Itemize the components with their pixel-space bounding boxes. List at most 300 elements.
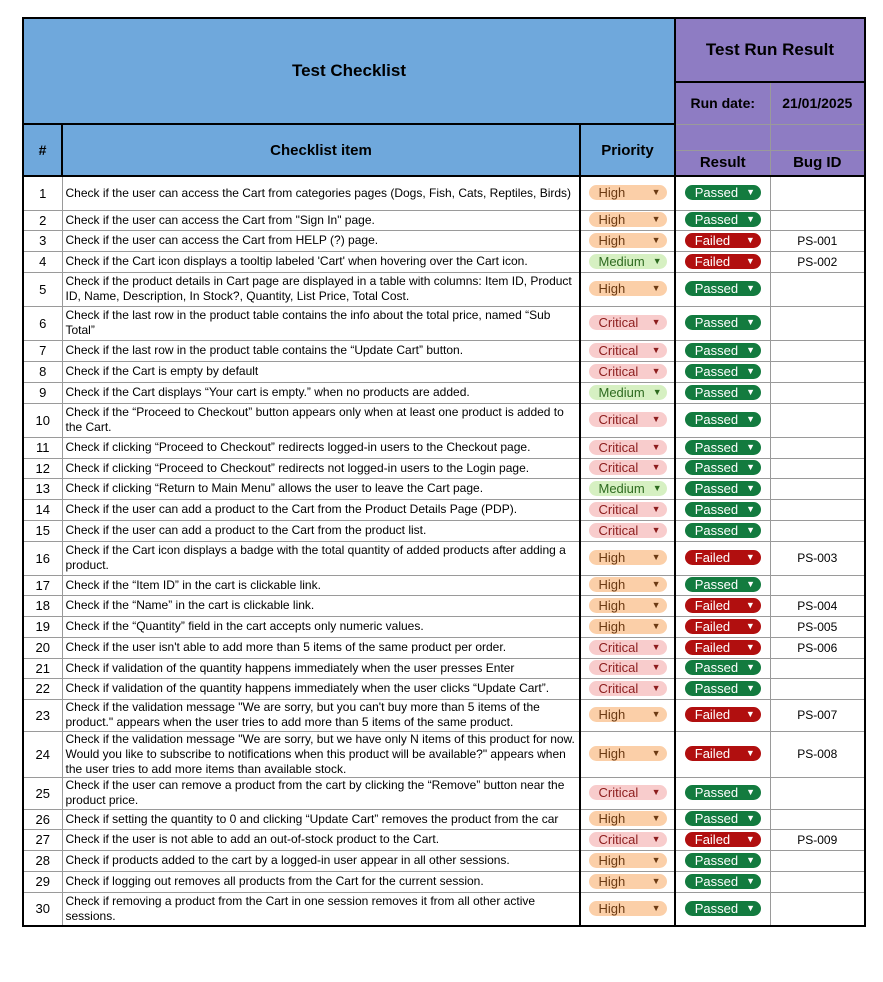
priority-value: High bbox=[598, 232, 626, 248]
priority-value: High bbox=[598, 746, 626, 761]
priority-cell bbox=[580, 829, 675, 850]
result-value: Failed bbox=[694, 831, 731, 847]
priority-cell bbox=[580, 699, 675, 731]
checklist-item-text: Check if the “Proceed to Checkout” button appears only when at least one product is added to the Cart. bbox=[62, 403, 580, 437]
row-number: 4 bbox=[23, 251, 62, 272]
result-dropdown[interactable] bbox=[685, 460, 761, 475]
result-dropdown[interactable] bbox=[685, 212, 761, 227]
table-row bbox=[23, 176, 865, 210]
checklist-item-text: Check if the Cart icon displays a badge with the total quantity of added products after adding a product. bbox=[62, 541, 580, 575]
priority-dropdown[interactable] bbox=[589, 233, 667, 248]
priority-cell bbox=[580, 777, 675, 809]
bug-id bbox=[770, 306, 865, 340]
table-row bbox=[23, 520, 865, 541]
checklist-item-text: Check if the user can add a product to the Cart from the Product Details Page (PDP). bbox=[62, 499, 580, 520]
priority-dropdown[interactable] bbox=[589, 185, 667, 200]
row-number: 27 bbox=[23, 829, 62, 850]
result-dropdown[interactable] bbox=[685, 440, 761, 455]
priority-cell bbox=[580, 230, 675, 251]
result-value: Passed bbox=[694, 900, 739, 916]
dropdown-arrow-icon: ▼ bbox=[651, 902, 661, 913]
bug-id bbox=[770, 176, 865, 210]
priority-value: Critical bbox=[598, 831, 639, 847]
row-number: 18 bbox=[23, 595, 62, 616]
checklist-item-text: Check if the validation message "We are sorry, but we have only N items of this product for now. Would you like to subscribe to notifications when this product will be available?" appears when the user tries to add more items than available stock. bbox=[62, 731, 580, 777]
bug-id bbox=[770, 871, 865, 892]
priority-value: High bbox=[598, 852, 626, 868]
dropdown-arrow-icon: ▼ bbox=[651, 682, 661, 693]
result-cell bbox=[675, 499, 770, 520]
row-number: 28 bbox=[23, 850, 62, 871]
row-number: 20 bbox=[23, 637, 62, 658]
priority-dropdown[interactable] bbox=[589, 832, 667, 847]
result-value: Passed bbox=[694, 412, 739, 427]
priority-cell bbox=[580, 403, 675, 437]
table-row bbox=[23, 678, 865, 699]
row-number: 16 bbox=[23, 541, 62, 575]
priority-dropdown[interactable] bbox=[589, 874, 667, 889]
dropdown-arrow-icon: ▼ bbox=[746, 365, 756, 376]
priority-value: High bbox=[598, 597, 626, 613]
priority-value: Critical bbox=[598, 785, 639, 800]
result-cell bbox=[675, 678, 770, 699]
priority-dropdown[interactable] bbox=[589, 746, 667, 761]
checklist-item-text: Check if clicking “Proceed to Checkout” redirects not logged-in users to the Login page. bbox=[62, 458, 580, 478]
priority-value: High bbox=[598, 873, 626, 889]
bug-id bbox=[770, 361, 865, 382]
checklist-item-text: Check if the validation message "We are sorry, but you can't buy more than 5 items of the product." appears when the user tries to add more than 5 items of the same product. bbox=[62, 699, 580, 731]
row-number: 7 bbox=[23, 340, 62, 361]
priority-dropdown[interactable] bbox=[589, 681, 667, 696]
result-cell bbox=[675, 340, 770, 361]
checklist-item-text: Check if validation of the quantity happens immediately when the user presses Enter bbox=[62, 658, 580, 678]
row-number: 30 bbox=[23, 892, 62, 926]
priority-value: High bbox=[598, 550, 626, 565]
result-value: Passed bbox=[694, 785, 739, 800]
checklist-title: Test Checklist bbox=[23, 18, 675, 124]
priority-value: Critical bbox=[598, 342, 639, 358]
checklist-item-text: Check if the “Name” in the cart is clickable link. bbox=[62, 595, 580, 616]
col-header-item: Checklist item bbox=[62, 124, 580, 176]
table-row bbox=[23, 478, 865, 499]
priority-dropdown[interactable] bbox=[589, 853, 667, 868]
result-value: Failed bbox=[694, 232, 731, 248]
row-number: 10 bbox=[23, 403, 62, 437]
row-number: 1 bbox=[23, 176, 62, 210]
result-dropdown[interactable] bbox=[685, 523, 761, 538]
priority-dropdown[interactable] bbox=[589, 550, 667, 565]
table-row bbox=[23, 829, 865, 850]
checklist-item-text: Check if the user can remove a product from the cart by clicking the “Remove” button near the product price. bbox=[62, 777, 580, 809]
result-dropdown[interactable] bbox=[685, 481, 761, 496]
bug-id bbox=[770, 340, 865, 361]
result-dropdown[interactable] bbox=[685, 746, 761, 761]
bug-id bbox=[770, 437, 865, 458]
row-number: 8 bbox=[23, 361, 62, 382]
row-number: 19 bbox=[23, 616, 62, 637]
col-header-result: Result bbox=[675, 150, 770, 176]
result-dropdown[interactable] bbox=[685, 598, 761, 613]
result-value: Passed bbox=[694, 811, 739, 826]
row-number: 17 bbox=[23, 575, 62, 595]
dropdown-arrow-icon: ▼ bbox=[746, 462, 756, 472]
result-value: Passed bbox=[694, 680, 739, 696]
priority-value: Critical bbox=[598, 639, 639, 655]
dropdown-arrow-icon: ▼ bbox=[651, 503, 661, 514]
result-dropdown[interactable] bbox=[685, 901, 761, 916]
priority-value: Critical bbox=[598, 363, 639, 379]
priority-value: Critical bbox=[598, 660, 639, 675]
result-dropdown[interactable] bbox=[685, 619, 761, 634]
priority-value: Critical bbox=[598, 680, 639, 696]
priority-value: High bbox=[598, 811, 626, 826]
table-row bbox=[23, 777, 865, 809]
dropdown-arrow-icon: ▼ bbox=[651, 283, 661, 293]
priority-cell bbox=[580, 210, 675, 230]
priority-dropdown[interactable] bbox=[589, 364, 667, 379]
checklist-item-text: Check if clicking “Return to Main Menu” allows the user to leave the Cart page. bbox=[62, 478, 580, 499]
dropdown-arrow-icon: ▼ bbox=[745, 620, 755, 631]
priority-dropdown[interactable] bbox=[589, 481, 667, 496]
checklist-item-text: Check if the user can access the Cart from HELP (?) page. bbox=[62, 230, 580, 251]
dropdown-arrow-icon: ▼ bbox=[651, 344, 661, 355]
dropdown-arrow-icon: ▼ bbox=[746, 524, 756, 535]
priority-dropdown[interactable] bbox=[589, 385, 667, 400]
priority-dropdown[interactable] bbox=[589, 660, 667, 675]
priority-cell bbox=[580, 176, 675, 210]
priority-dropdown[interactable] bbox=[589, 811, 667, 826]
table-row bbox=[23, 731, 865, 777]
priority-value: High bbox=[598, 900, 626, 916]
dropdown-arrow-icon: ▼ bbox=[746, 482, 756, 493]
result-value: Passed bbox=[694, 315, 739, 330]
priority-dropdown[interactable] bbox=[589, 254, 667, 269]
priority-dropdown[interactable] bbox=[589, 598, 667, 613]
dropdown-arrow-icon: ▼ bbox=[651, 552, 661, 562]
table-row bbox=[23, 616, 865, 637]
row-number: 15 bbox=[23, 520, 62, 541]
bug-id: PS-007 bbox=[770, 699, 865, 731]
dropdown-arrow-icon: ▼ bbox=[745, 552, 755, 562]
bug-id bbox=[770, 478, 865, 499]
bug-id bbox=[770, 575, 865, 595]
priority-cell bbox=[580, 595, 675, 616]
row-number: 11 bbox=[23, 437, 62, 458]
dropdown-arrow-icon: ▼ bbox=[651, 875, 661, 886]
row-number: 6 bbox=[23, 306, 62, 340]
priority-value: High bbox=[598, 212, 626, 227]
dropdown-arrow-icon: ▼ bbox=[746, 344, 756, 355]
dropdown-arrow-icon: ▼ bbox=[651, 579, 661, 589]
result-dropdown[interactable] bbox=[685, 550, 761, 565]
result-value: Failed bbox=[694, 253, 731, 269]
result-value: Failed bbox=[694, 618, 731, 634]
priority-value: Critical bbox=[598, 439, 639, 455]
result-cell bbox=[675, 658, 770, 678]
bug-id: PS-003 bbox=[770, 541, 865, 575]
checklist-item-text: Check if the user can access the Cart from "Sign In" page. bbox=[62, 210, 580, 230]
bug-id: PS-004 bbox=[770, 595, 865, 616]
checklist-item-text: Check if the “Item ID” in the cart is clickable link. bbox=[62, 575, 580, 595]
table-row bbox=[23, 306, 865, 340]
result-value: Passed bbox=[694, 384, 739, 400]
result-cell bbox=[675, 595, 770, 616]
table-row bbox=[23, 809, 865, 829]
result-value: Passed bbox=[694, 460, 739, 475]
table-row bbox=[23, 251, 865, 272]
bug-id: PS-005 bbox=[770, 616, 865, 637]
table-row bbox=[23, 403, 865, 437]
table-row bbox=[23, 458, 865, 478]
table-row bbox=[23, 340, 865, 361]
row-number: 22 bbox=[23, 678, 62, 699]
priority-dropdown[interactable] bbox=[589, 901, 667, 916]
result-value: Passed bbox=[694, 522, 739, 538]
priority-value: High bbox=[598, 577, 626, 592]
dropdown-arrow-icon: ▼ bbox=[651, 524, 661, 535]
priority-cell bbox=[580, 251, 675, 272]
dropdown-arrow-icon: ▼ bbox=[651, 813, 661, 823]
dropdown-arrow-icon: ▼ bbox=[745, 709, 755, 719]
result-value: Failed bbox=[694, 707, 731, 722]
dropdown-arrow-icon: ▼ bbox=[746, 317, 756, 327]
result-dropdown[interactable] bbox=[685, 681, 761, 696]
result-dropdown[interactable] bbox=[685, 315, 761, 330]
dropdown-arrow-icon: ▼ bbox=[746, 414, 756, 424]
col-header-bug-id: Bug ID bbox=[770, 150, 865, 176]
result-cell bbox=[675, 403, 770, 437]
bug-id bbox=[770, 272, 865, 306]
table-row bbox=[23, 699, 865, 731]
result-value: Passed bbox=[694, 363, 739, 379]
dropdown-arrow-icon: ▼ bbox=[651, 662, 661, 672]
result-cell bbox=[675, 230, 770, 251]
priority-dropdown[interactable] bbox=[589, 619, 667, 634]
dropdown-arrow-icon: ▼ bbox=[651, 214, 661, 224]
result-dropdown[interactable] bbox=[685, 185, 761, 200]
result-cell bbox=[675, 871, 770, 892]
result-dropdown[interactable] bbox=[685, 853, 761, 868]
row-number: 5 bbox=[23, 272, 62, 306]
result-dropdown[interactable] bbox=[685, 343, 761, 358]
priority-value: High bbox=[598, 281, 626, 296]
checklist-item-text: Check if removing a product from the Cart in one session removes it from all other active sessions. bbox=[62, 892, 580, 926]
checklist-item-text: Check if the user isn't able to add more than 5 items of the same product per order. bbox=[62, 637, 580, 658]
priority-value: Critical bbox=[598, 501, 639, 517]
result-dropdown[interactable] bbox=[685, 577, 761, 592]
result-cell bbox=[675, 458, 770, 478]
result-dropdown[interactable] bbox=[685, 281, 761, 296]
result-value: Passed bbox=[694, 480, 739, 496]
result-dropdown[interactable] bbox=[685, 364, 761, 379]
table-row bbox=[23, 595, 865, 616]
row-number: 9 bbox=[23, 382, 62, 403]
result-cell bbox=[675, 361, 770, 382]
priority-cell bbox=[580, 658, 675, 678]
priority-dropdown[interactable] bbox=[589, 460, 667, 475]
checklist-item-text: Check if the user can add a product to the Cart from the product list. bbox=[62, 520, 580, 541]
result-cell bbox=[675, 520, 770, 541]
priority-cell bbox=[580, 541, 675, 575]
result-dropdown[interactable] bbox=[685, 640, 761, 655]
priority-cell bbox=[580, 731, 675, 777]
result-cell bbox=[675, 637, 770, 658]
priority-cell bbox=[580, 809, 675, 829]
priority-cell bbox=[580, 437, 675, 458]
bug-id bbox=[770, 777, 865, 809]
result-cell bbox=[675, 850, 770, 871]
priority-dropdown[interactable] bbox=[589, 281, 667, 296]
dropdown-arrow-icon: ▼ bbox=[745, 641, 755, 652]
result-value: Passed bbox=[694, 185, 739, 201]
table-row bbox=[23, 575, 865, 595]
dropdown-arrow-icon: ▼ bbox=[746, 579, 756, 589]
result-cell bbox=[675, 777, 770, 809]
dropdown-arrow-icon: ▼ bbox=[651, 748, 661, 758]
checklist-item-text: Check if the Cart icon displays a tooltip labeled 'Cart' when hovering over the Cart icon. bbox=[62, 251, 580, 272]
dropdown-arrow-icon: ▼ bbox=[746, 214, 756, 224]
result-cell bbox=[675, 616, 770, 637]
row-number: 3 bbox=[23, 230, 62, 251]
row-number: 14 bbox=[23, 499, 62, 520]
priority-dropdown[interactable] bbox=[589, 212, 667, 227]
bug-id: PS-009 bbox=[770, 829, 865, 850]
table-row bbox=[23, 637, 865, 658]
dropdown-arrow-icon: ▼ bbox=[652, 255, 662, 266]
result-value: Failed bbox=[694, 597, 731, 613]
dropdown-arrow-icon: ▼ bbox=[651, 620, 661, 631]
result-cell bbox=[675, 731, 770, 777]
priority-cell bbox=[580, 340, 675, 361]
row-number: 29 bbox=[23, 871, 62, 892]
result-value: Failed bbox=[694, 550, 731, 565]
checklist-item-text: Check if the Cart displays “Your cart is empty.” when no products are added. bbox=[62, 382, 580, 403]
dropdown-arrow-icon: ▼ bbox=[745, 234, 755, 245]
dropdown-arrow-icon: ▼ bbox=[746, 441, 756, 452]
result-value: Passed bbox=[694, 873, 739, 889]
priority-cell bbox=[580, 272, 675, 306]
result-dropdown[interactable] bbox=[685, 254, 761, 269]
priority-dropdown[interactable] bbox=[589, 785, 667, 800]
priority-dropdown[interactable] bbox=[589, 707, 667, 722]
checklist-item-text: Check if setting the quantity to 0 and clicking “Update Cart” removes the product from the car bbox=[62, 809, 580, 829]
priority-dropdown[interactable] bbox=[589, 577, 667, 592]
bug-id: PS-002 bbox=[770, 251, 865, 272]
priority-cell bbox=[580, 616, 675, 637]
bug-id bbox=[770, 520, 865, 541]
dropdown-arrow-icon: ▼ bbox=[746, 813, 756, 823]
result-dropdown[interactable] bbox=[685, 785, 761, 800]
priority-cell bbox=[580, 382, 675, 403]
dropdown-arrow-icon: ▼ bbox=[746, 187, 756, 198]
result-dropdown[interactable] bbox=[685, 707, 761, 722]
bug-id: PS-001 bbox=[770, 230, 865, 251]
priority-dropdown[interactable] bbox=[589, 640, 667, 655]
priority-dropdown[interactable] bbox=[589, 343, 667, 358]
dropdown-arrow-icon: ▼ bbox=[651, 317, 661, 327]
priority-cell bbox=[580, 361, 675, 382]
test-checklist-table bbox=[22, 17, 866, 927]
priority-cell bbox=[580, 637, 675, 658]
dropdown-arrow-icon: ▼ bbox=[745, 833, 755, 844]
result-dropdown[interactable] bbox=[685, 385, 761, 400]
table-row bbox=[23, 230, 865, 251]
result-dropdown[interactable] bbox=[685, 502, 761, 517]
dropdown-arrow-icon: ▼ bbox=[651, 787, 661, 797]
table-row bbox=[23, 658, 865, 678]
dropdown-arrow-icon: ▼ bbox=[746, 902, 756, 913]
result-cell bbox=[675, 176, 770, 210]
result-dropdown[interactable] bbox=[685, 660, 761, 675]
priority-cell bbox=[580, 850, 675, 871]
result-cell bbox=[675, 478, 770, 499]
dropdown-arrow-icon: ▼ bbox=[651, 599, 661, 610]
dropdown-arrow-icon: ▼ bbox=[652, 386, 662, 397]
priority-cell bbox=[580, 306, 675, 340]
bug-id bbox=[770, 458, 865, 478]
priority-value: High bbox=[598, 707, 626, 722]
priority-value: Critical bbox=[598, 315, 639, 330]
priority-value: Critical bbox=[598, 412, 639, 427]
priority-dropdown[interactable] bbox=[589, 315, 667, 330]
result-cell bbox=[675, 382, 770, 403]
priority-value: Medium bbox=[598, 480, 645, 496]
priority-cell bbox=[580, 520, 675, 541]
dropdown-arrow-icon: ▼ bbox=[651, 854, 661, 865]
dropdown-arrow-icon: ▼ bbox=[746, 283, 756, 293]
priority-dropdown[interactable] bbox=[589, 523, 667, 538]
result-cell bbox=[675, 699, 770, 731]
row-number: 25 bbox=[23, 777, 62, 809]
checklist-item-text: Check if logging out removes all products from the Cart for the current session. bbox=[62, 871, 580, 892]
priority-cell bbox=[580, 458, 675, 478]
bug-id bbox=[770, 809, 865, 829]
bug-id bbox=[770, 499, 865, 520]
table-row bbox=[23, 499, 865, 520]
dropdown-arrow-icon: ▼ bbox=[746, 662, 756, 672]
priority-dropdown[interactable] bbox=[589, 502, 667, 517]
priority-dropdown[interactable] bbox=[589, 440, 667, 455]
row-number: 21 bbox=[23, 658, 62, 678]
result-dropdown[interactable] bbox=[685, 412, 761, 427]
bug-id bbox=[770, 382, 865, 403]
result-dropdown[interactable] bbox=[685, 874, 761, 889]
checklist-item-text: Check if the product details in Cart page are displayed in a table with columns: Item ID, Product ID, Name, Description, In Stock?, Quantity, List Price, Total Cost. bbox=[62, 272, 580, 306]
result-dropdown[interactable] bbox=[685, 811, 761, 826]
dropdown-arrow-icon: ▼ bbox=[651, 709, 661, 719]
priority-cell bbox=[580, 499, 675, 520]
checklist-item-text: Check if the last row in the product table contains the info about the total price, named “Sub Total” bbox=[62, 306, 580, 340]
dropdown-arrow-icon: ▼ bbox=[745, 748, 755, 758]
result-cell bbox=[675, 306, 770, 340]
priority-cell bbox=[580, 871, 675, 892]
checklist-item-text: Check if products added to the cart by a logged-in user appear in all other sessions. bbox=[62, 850, 580, 871]
result-value: Passed bbox=[694, 439, 739, 455]
table-row bbox=[23, 361, 865, 382]
priority-dropdown[interactable] bbox=[589, 412, 667, 427]
result-value: Passed bbox=[694, 501, 739, 517]
dropdown-arrow-icon: ▼ bbox=[651, 187, 661, 198]
result-dropdown[interactable] bbox=[685, 233, 761, 248]
priority-value: High bbox=[598, 618, 626, 634]
checklist-item-text: Check if the last row in the product table contains the “Update Cart” button. bbox=[62, 340, 580, 361]
table-row bbox=[23, 850, 865, 871]
bug-id bbox=[770, 210, 865, 230]
row-number: 2 bbox=[23, 210, 62, 230]
table-row bbox=[23, 210, 865, 230]
dropdown-arrow-icon: ▼ bbox=[745, 599, 755, 610]
result-dropdown[interactable] bbox=[685, 832, 761, 847]
